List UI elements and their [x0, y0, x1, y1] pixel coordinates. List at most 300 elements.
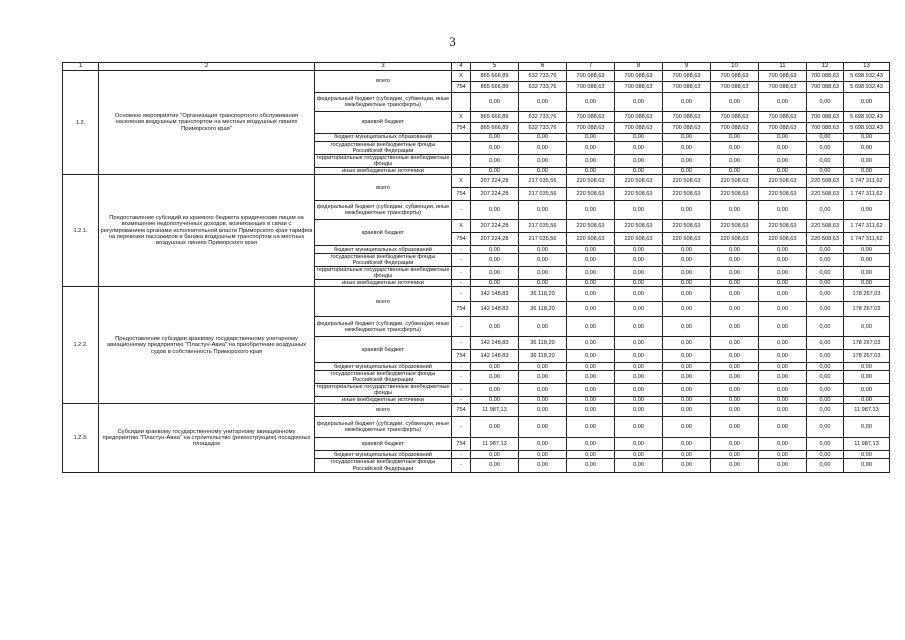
amount-cell: 0,00 [567, 337, 615, 350]
amount-cell: 220 508,63 [615, 188, 663, 201]
amount-cell: 0,00 [519, 134, 567, 142]
amount-cell: 220 508,63 [807, 188, 844, 201]
amount-cell: 220 508,63 [567, 233, 615, 246]
funding-source: всего [315, 71, 452, 93]
grbs-code: - [452, 371, 471, 384]
amount-cell: 700 088,63 [615, 82, 663, 93]
amount-cell: 0,00 [471, 254, 519, 267]
grbs-code: - [452, 280, 471, 287]
amount-cell: 0,00 [519, 317, 567, 337]
amount-cell: 220 508,63 [663, 233, 711, 246]
amount-cell: 0,00 [759, 134, 807, 142]
amount-cell: 0,00 [663, 371, 711, 384]
amount-cell: 0,00 [844, 280, 890, 287]
funding-source: всего [315, 404, 452, 417]
amount-cell: 0,00 [615, 302, 663, 317]
funding-source: государственные внебюджетные фонды Российской Федерации [315, 371, 452, 384]
amount-cell: 0,00 [711, 93, 759, 112]
amount-cell: 178 267,03 [844, 302, 890, 317]
item-name: Основное мероприятие "Организация транспортного обслуживания населения воздушным транспортом на местных воздушных линиях Приморского края" [99, 71, 315, 175]
amount-cell: 0,00 [519, 168, 567, 175]
amount-cell: 0,00 [615, 371, 663, 384]
grbs-code: - [452, 417, 471, 438]
amount-cell: 0,00 [471, 93, 519, 112]
grbs-code: 754 [452, 302, 471, 317]
grbs-code: - [452, 317, 471, 337]
amount-cell: 220 508,63 [615, 175, 663, 188]
amount-cell: 11 987,13 [471, 438, 519, 451]
amount-cell: 0,00 [615, 384, 663, 397]
amount-cell: 0,00 [519, 438, 567, 451]
amount-cell: 217 035,56 [519, 220, 567, 233]
amount-cell: 0,00 [759, 404, 807, 417]
amount-cell: 0,00 [844, 168, 890, 175]
amount-cell: 0,00 [615, 350, 663, 363]
grbs-code: 754 [452, 350, 471, 363]
header-cell: 7 [567, 63, 615, 71]
funding-source: федеральный бюджет (субсидии, субвенции, иные межбюджетные трансферты) [315, 201, 452, 220]
amount-cell: 0,00 [471, 168, 519, 175]
amount-cell: 220 508,63 [663, 175, 711, 188]
amount-cell: 700 088,63 [615, 71, 663, 82]
amount-cell: 11 987,13 [844, 438, 890, 451]
amount-cell: 700 088,63 [567, 71, 615, 82]
amount-cell: 0,00 [759, 254, 807, 267]
amount-cell: 220 508,63 [663, 188, 711, 201]
grbs-code: 754 [452, 188, 471, 201]
amount-cell: 0,00 [615, 404, 663, 417]
amount-cell: 0,00 [711, 280, 759, 287]
amount-cell: 220 508,63 [711, 175, 759, 188]
amount-cell: 700 088,63 [759, 71, 807, 82]
amount-cell: 0,00 [807, 350, 844, 363]
grbs-code: - [452, 267, 471, 280]
amount-cell: 207 224,28 [471, 220, 519, 233]
amount-cell: 0,00 [759, 350, 807, 363]
amount-cell: 220 508,63 [567, 175, 615, 188]
amount-cell: 0,00 [471, 267, 519, 280]
amount-cell: 220 508,63 [567, 188, 615, 201]
header-cell: 12 [807, 63, 844, 71]
header-cell: 1 [63, 63, 99, 71]
amount-cell: 0,00 [567, 267, 615, 280]
amount-cell: 0,00 [519, 201, 567, 220]
grbs-code: - [452, 459, 471, 472]
funding-source: бюджет муниципальных образований [315, 134, 452, 142]
amount-cell: 0,00 [759, 168, 807, 175]
header-cell: 13 [844, 63, 890, 71]
item-name: Субсидии краевому государственному унитарному авиационному предприятию "Пластун-Авиа" на строительство (реконструкцию) посадочных площадок [99, 404, 315, 472]
amount-cell: 0,00 [844, 254, 890, 267]
amount-cell: 0,00 [567, 317, 615, 337]
item-code: 1.2.3. [63, 404, 99, 472]
amount-cell: 220 508,63 [711, 188, 759, 201]
amount-cell: 0,00 [663, 142, 711, 155]
amount-cell: 0,00 [567, 280, 615, 287]
amount-cell: 700 088,63 [615, 112, 663, 123]
amount-cell: 0,00 [663, 246, 711, 254]
grbs-code: 754 [452, 438, 471, 451]
amount-cell: 0,00 [711, 371, 759, 384]
grbs-code [452, 93, 471, 112]
amount-cell: 0,00 [844, 93, 890, 112]
funding-source: краевой бюджет [315, 337, 452, 363]
amount-cell: 0,00 [615, 438, 663, 451]
amount-cell: 0,00 [615, 168, 663, 175]
amount-cell: 142 148,83 [471, 302, 519, 317]
header-cell: 6 [519, 63, 567, 71]
header-cell: 11 [759, 63, 807, 71]
amount-cell: 36 118,20 [519, 302, 567, 317]
amount-cell: 0,00 [471, 317, 519, 337]
amount-cell: 0,00 [759, 451, 807, 459]
amount-cell: 220 508,63 [615, 233, 663, 246]
amount-cell: 0,00 [471, 363, 519, 371]
amount-cell: 0,00 [519, 155, 567, 168]
amount-cell: 142 148,83 [471, 350, 519, 363]
amount-cell: 5 698 932,43 [844, 123, 890, 134]
amount-cell: 0,00 [844, 246, 890, 254]
grbs-code: X [452, 220, 471, 233]
grbs-code [452, 168, 471, 175]
amount-cell: 0,00 [807, 417, 844, 438]
amount-cell: 700 088,63 [711, 112, 759, 123]
amount-cell: 0,00 [807, 451, 844, 459]
amount-cell: 0,00 [567, 397, 615, 404]
amount-cell: 0,00 [663, 384, 711, 397]
amount-cell: 700 088,63 [663, 71, 711, 82]
amount-cell: 0,00 [519, 459, 567, 472]
header-row [63, 63, 890, 71]
amount-cell: 0,00 [615, 201, 663, 220]
amount-cell: 700 088,63 [567, 112, 615, 123]
amount-cell: 0,00 [567, 363, 615, 371]
amount-cell: 220 508,63 [807, 175, 844, 188]
amount-cell: 865 666,89 [471, 71, 519, 82]
amount-cell: 0,00 [519, 404, 567, 417]
amount-cell: 0,00 [759, 337, 807, 350]
amount-cell: 0,00 [663, 93, 711, 112]
amount-cell: 0,00 [519, 246, 567, 254]
amount-cell: 5 698 932,43 [844, 82, 890, 93]
amount-cell: 0,00 [567, 168, 615, 175]
amount-cell: 0,00 [663, 302, 711, 317]
amount-cell: 632 733,76 [519, 82, 567, 93]
grbs-code: 754 [452, 82, 471, 93]
amount-cell: 0,00 [844, 363, 890, 371]
amount-cell: 178 267,03 [844, 337, 890, 350]
grbs-code: X [452, 71, 471, 82]
amount-cell: 0,00 [567, 155, 615, 168]
amount-cell: 0,00 [711, 438, 759, 451]
amount-cell: 0,00 [807, 459, 844, 472]
amount-cell: 0,00 [711, 142, 759, 155]
grbs-code: - [452, 246, 471, 254]
amount-cell: 0,00 [711, 254, 759, 267]
funding-source: федеральный бюджет (субсидии, субвенции, иные межбюджетные трансферты) [315, 417, 452, 438]
amount-cell: 0,00 [567, 417, 615, 438]
grbs-code: 754 [452, 233, 471, 246]
amount-cell: 700 088,63 [759, 112, 807, 123]
amount-cell: 0,00 [663, 317, 711, 337]
amount-cell: 0,00 [615, 246, 663, 254]
amount-cell: 865 666,89 [471, 82, 519, 93]
amount-cell: 0,00 [615, 397, 663, 404]
item-code: 1.2. [63, 71, 99, 175]
amount-cell: 0,00 [711, 350, 759, 363]
amount-cell: 0,00 [663, 201, 711, 220]
amount-cell: 0,00 [844, 317, 890, 337]
amount-cell: 0,00 [759, 438, 807, 451]
funding-source: всего [315, 287, 452, 317]
amount-cell: 0,00 [807, 254, 844, 267]
amount-cell: 0,00 [711, 317, 759, 337]
amount-cell: 220 508,63 [711, 220, 759, 233]
amount-cell: 0,00 [844, 142, 890, 155]
amount-cell: 5 698 932,43 [844, 71, 890, 82]
item-code: 1.2.1. [63, 175, 99, 287]
funding-source: бюджет муниципальных образований [315, 363, 452, 371]
amount-cell: 700 088,63 [807, 82, 844, 93]
amount-cell: 0,00 [663, 280, 711, 287]
amount-cell: 0,00 [759, 363, 807, 371]
amount-cell: 220 508,63 [807, 233, 844, 246]
funding-source: территориальные государственные внебюджетные фонды [316, 267, 450, 280]
amount-cell: 0,00 [759, 459, 807, 472]
amount-cell: 0,00 [663, 459, 711, 472]
funding-source: бюджет муниципальных образований [315, 246, 452, 254]
amount-cell: 0,00 [663, 350, 711, 363]
amount-cell: 0,00 [663, 417, 711, 438]
amount-cell: 0,00 [844, 384, 890, 397]
amount-cell: 0,00 [471, 417, 519, 438]
amount-cell: 0,00 [519, 371, 567, 384]
amount-cell: 0,00 [759, 246, 807, 254]
amount-cell: 0,00 [807, 142, 844, 155]
amount-cell: 700 088,63 [711, 82, 759, 93]
amount-cell: 0,00 [711, 397, 759, 404]
amount-cell: 220 508,63 [759, 220, 807, 233]
item-name: Предоставление субсидий из краевого бюджета юридическим лицам на возмещение недополученных доходов, возникающих в связи с регулированием органами исполнительной власти Приморского края тарифов на перевозки пассажиров и багажа воздушным транспортом на местных воздушных линиях Приморского края [99, 175, 315, 287]
funding-source: краевой бюджет [315, 112, 452, 134]
amount-cell: 700 088,63 [615, 123, 663, 134]
amount-cell: 0,00 [759, 93, 807, 112]
amount-cell: 0,00 [807, 267, 844, 280]
amount-cell: 0,00 [711, 417, 759, 438]
amount-cell: 0,00 [567, 459, 615, 472]
amount-cell: 632 733,76 [519, 112, 567, 123]
amount-cell: 11 987,13 [844, 404, 890, 417]
amount-cell: 0,00 [663, 168, 711, 175]
grbs-code: 754 [452, 404, 471, 417]
amount-cell: 0,00 [711, 384, 759, 397]
amount-cell: 0,00 [711, 337, 759, 350]
amount-cell: 0,00 [711, 287, 759, 302]
header-cell: 5 [471, 63, 519, 71]
amount-cell: 0,00 [471, 134, 519, 142]
amount-cell: 220 508,63 [567, 220, 615, 233]
amount-cell: 0,00 [759, 397, 807, 404]
funding-source: государственные внебюджетные фонды Российской Федерации [315, 459, 452, 472]
amount-cell: 0,00 [807, 168, 844, 175]
amount-cell: 207 224,28 [471, 188, 519, 201]
amount-cell: 0,00 [615, 363, 663, 371]
amount-cell: 178 267,03 [844, 287, 890, 302]
amount-cell: 0,00 [759, 371, 807, 384]
amount-cell: 220 508,63 [759, 233, 807, 246]
amount-cell: 0,00 [711, 267, 759, 280]
amount-cell: 0,00 [615, 417, 663, 438]
amount-cell: 1 747 311,62 [844, 175, 890, 188]
amount-cell: 0,00 [807, 134, 844, 142]
amount-cell: 0,00 [807, 201, 844, 220]
amount-cell: 0,00 [567, 350, 615, 363]
grbs-code: - [452, 451, 471, 459]
amount-cell: 0,00 [519, 93, 567, 112]
amount-cell: 0,00 [567, 201, 615, 220]
amount-cell: 0,00 [567, 93, 615, 112]
amount-cell: 220 508,63 [615, 220, 663, 233]
amount-cell: 0,00 [567, 134, 615, 142]
amount-cell: 0,00 [807, 397, 844, 404]
amount-cell: 0,00 [807, 155, 844, 168]
funding-source: территориальные государственные внебюджетные фонды [316, 155, 450, 168]
amount-cell: 0,00 [807, 337, 844, 350]
amount-cell: 0,00 [615, 287, 663, 302]
amount-cell: 0,00 [519, 363, 567, 371]
amount-cell: 0,00 [807, 371, 844, 384]
amount-cell: 36 118,20 [519, 337, 567, 350]
amount-cell: 0,00 [807, 302, 844, 317]
grbs-code [452, 142, 471, 155]
header-cell: 8 [615, 63, 663, 71]
grbs-code: - [452, 363, 471, 371]
amount-cell: 0,00 [711, 302, 759, 317]
amount-cell: 0,00 [759, 142, 807, 155]
amount-cell: 0,00 [567, 254, 615, 267]
amount-cell: 700 088,63 [807, 112, 844, 123]
amount-cell: 0,00 [615, 280, 663, 287]
funding-source: иные внебюджетные источники [315, 280, 452, 287]
amount-cell: 1 747 311,62 [844, 188, 890, 201]
amount-cell: 865 666,89 [471, 112, 519, 123]
table-row [63, 404, 890, 417]
amount-cell: 0,00 [663, 267, 711, 280]
amount-cell: 700 088,63 [759, 123, 807, 134]
amount-cell: 0,00 [807, 317, 844, 337]
amount-cell: 0,00 [844, 134, 890, 142]
amount-cell: 0,00 [663, 363, 711, 371]
item-name: Предоставление субсидии краевому государственному унитарному авиационному предприятию "Пластун-Авиа" на приобретение воздушных судов в собственность Приморского края [99, 287, 315, 404]
amount-cell: 0,00 [615, 155, 663, 168]
amount-cell: 0,00 [615, 134, 663, 142]
amount-cell: 865 666,89 [471, 123, 519, 134]
amount-cell: 0,00 [567, 404, 615, 417]
header-cell: 9 [663, 63, 711, 71]
amount-cell: 700 088,63 [567, 82, 615, 93]
amount-cell: 0,00 [615, 93, 663, 112]
amount-cell: 0,00 [471, 397, 519, 404]
amount-cell: 0,00 [663, 438, 711, 451]
table-row [63, 175, 890, 188]
amount-cell: 0,00 [471, 451, 519, 459]
funding-source: бюджет муниципальных образований [315, 451, 452, 459]
amount-cell: 0,00 [663, 287, 711, 302]
amount-cell: 220 508,63 [759, 188, 807, 201]
funding-source: краевой бюджет [315, 220, 452, 246]
header-cell: 4 [452, 63, 471, 71]
amount-cell: 0,00 [663, 155, 711, 168]
amount-cell: 0,00 [471, 384, 519, 397]
amount-cell: 220 508,63 [711, 233, 759, 246]
amount-cell: 1 747 311,62 [844, 233, 890, 246]
amount-cell: 0,00 [567, 246, 615, 254]
amount-cell: 178 267,03 [844, 350, 890, 363]
amount-cell: 0,00 [663, 397, 711, 404]
amount-cell: 0,00 [711, 155, 759, 168]
amount-cell: 0,00 [807, 93, 844, 112]
funding-source: федеральный бюджет (субсидии, субвенции, иные межбюджетные трансферты) [315, 93, 452, 112]
table-body [63, 71, 890, 473]
funding-source: всего [315, 175, 452, 201]
amount-cell: 5 698 932,43 [844, 112, 890, 123]
amount-cell: 0,00 [567, 371, 615, 384]
grbs-code: X [452, 112, 471, 123]
grbs-code [452, 134, 471, 142]
amount-cell: 0,00 [471, 280, 519, 287]
amount-cell: 0,00 [519, 384, 567, 397]
amount-cell: 0,00 [663, 134, 711, 142]
grbs-code: - [452, 397, 471, 404]
amount-cell: 700 088,63 [711, 123, 759, 134]
header-cell: 3 [315, 63, 452, 71]
amount-cell: 0,00 [759, 302, 807, 317]
funding-source: федеральный бюджет (субсидии, субвенции, иные межбюджетные трансферты) [315, 317, 452, 337]
amount-cell: 0,00 [759, 280, 807, 287]
grbs-code: - [452, 254, 471, 267]
grbs-code: - [452, 384, 471, 397]
amount-cell: 700 088,63 [663, 82, 711, 93]
amount-cell: 0,00 [567, 142, 615, 155]
amount-cell: 0,00 [663, 404, 711, 417]
amount-cell: 0,00 [711, 168, 759, 175]
amount-cell: 0,00 [844, 201, 890, 220]
amount-cell: 36 118,20 [519, 350, 567, 363]
amount-cell: 0,00 [567, 438, 615, 451]
amount-cell: 0,00 [471, 142, 519, 155]
grbs-code: 754 [452, 123, 471, 134]
amount-cell: 0,00 [759, 317, 807, 337]
amount-cell: 700 088,63 [663, 123, 711, 134]
amount-cell: 207 224,28 [471, 175, 519, 188]
amount-cell: 0,00 [615, 451, 663, 459]
grbs-code: X [452, 175, 471, 188]
funding-source: иные внебюджетные источники [315, 397, 452, 404]
amount-cell: 217 035,56 [519, 188, 567, 201]
amount-cell: 0,00 [807, 280, 844, 287]
amount-cell: 0,00 [663, 337, 711, 350]
amount-cell: 700 088,63 [807, 123, 844, 134]
amount-cell: 0,00 [807, 287, 844, 302]
amount-cell: 0,00 [615, 142, 663, 155]
amount-cell: 0,00 [615, 267, 663, 280]
amount-cell: 142 148,83 [471, 337, 519, 350]
amount-cell: 217 035,56 [519, 233, 567, 246]
amount-cell: 0,00 [844, 459, 890, 472]
amount-cell: 700 088,63 [807, 71, 844, 82]
amount-cell: 0,00 [711, 246, 759, 254]
amount-cell: 220 508,63 [663, 220, 711, 233]
